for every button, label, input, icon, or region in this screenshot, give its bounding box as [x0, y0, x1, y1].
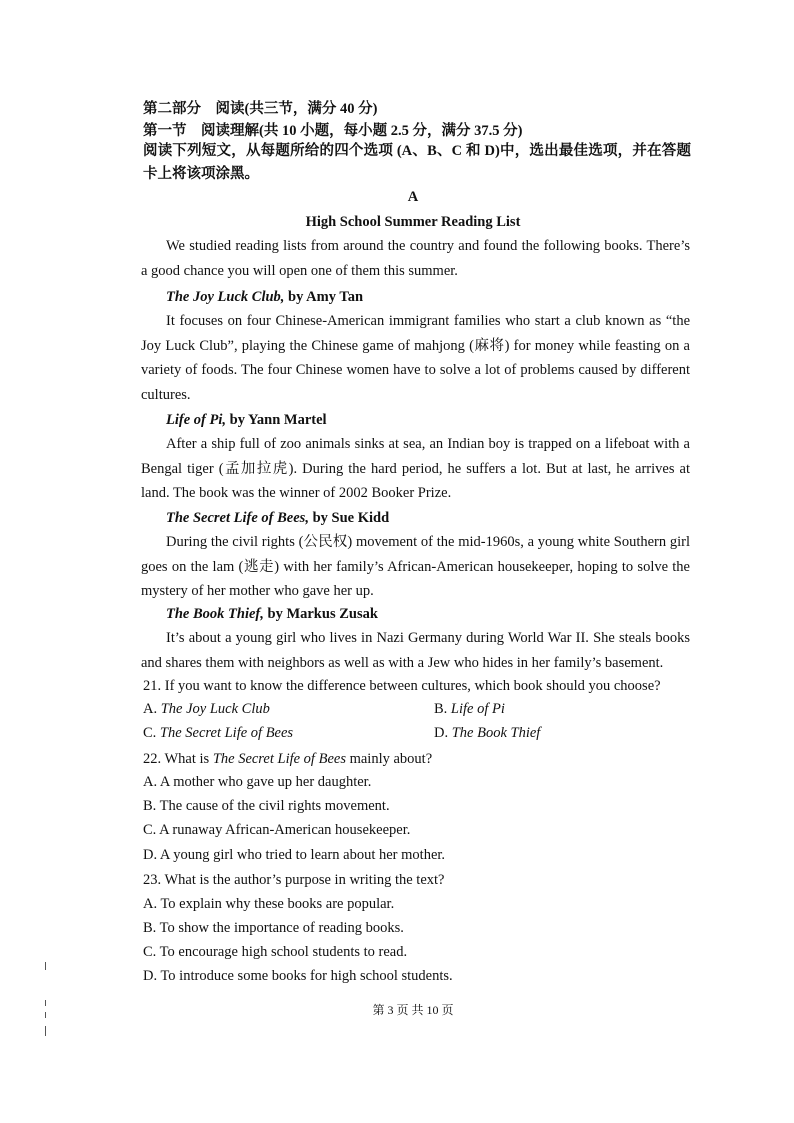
book-title: The Book Thief,: [166, 606, 264, 622]
instruction: 阅读下列短文，从每题所给的四个选项 (A、B、C 和 D)中，选出最佳选项，并在答题卡上将该项涂黑。: [143, 143, 691, 182]
question-23-option-d: D. To introduce some books for high school students.: [143, 968, 453, 984]
option-label: C.: [143, 725, 157, 741]
book-description: It’s about a young girl who lives in Nazi Germany during World War II. She steals books and shares them with neighbors as well as with a Jew who hides in her family’s basement.: [141, 630, 690, 671]
book-heading-life-of-pi: [166, 411, 327, 429]
section-heading: 第一节 阅读理解(共 10 小题，每小题 2.5 分，满分 37.5 分): [143, 123, 523, 139]
page-number: 第 3 页 共 10 页: [372, 1003, 454, 1017]
margin-mark: [45, 1012, 46, 1018]
option-text: The Book Thief: [451, 725, 541, 741]
book-author: by Markus Zusak: [267, 606, 378, 622]
margin-mark: [45, 962, 46, 970]
book-author: by Sue Kidd: [312, 510, 390, 526]
question-22-option-a: A. A mother who gave up her daughter.: [143, 774, 372, 790]
margin-mark: [45, 1026, 46, 1036]
book-title: Life of Pi,: [166, 412, 226, 428]
book-title: The Secret Life of Bees,: [166, 510, 309, 526]
book-description: It focuses on four Chinese-American immigrant families who start a club known as “the Joy Luck Club”, playing the Chinese game of mahjong (麻将) for money while feasting on a variety of foods. The four Chinese women have to solve a lot of problems caused by different cultures.: [141, 313, 690, 403]
question-21-option-d: [434, 724, 540, 742]
option-label: A.: [143, 701, 158, 717]
book-description: During the civil rights (公民权) movement of the mid-1960s, a young white Southern girl goes on the lam (逃走) with her family’s African-American housekeeper, hoping to solve the mystery of her mother who gave her up.: [141, 534, 690, 600]
passage-title: High School Summer Reading List: [305, 214, 521, 230]
stem-suffix: mainly about?: [345, 751, 433, 767]
stem-book-title: The Secret Life of Bees: [212, 751, 346, 767]
book-heading-secret-life-of-bees: [166, 509, 389, 527]
question-23-option-a: A. To explain why these books are popular.: [143, 896, 395, 912]
part-heading: 第二部分 阅读(共三节，满分 40 分): [143, 101, 378, 117]
question-21-option-a: [143, 700, 270, 718]
book-author: by Amy Tan: [288, 289, 364, 305]
question-22-option-c: C. A runaway African-American housekeeper.: [143, 822, 411, 838]
question-23-option-c: C. To encourage high school students to read.: [143, 944, 408, 960]
question-22-option-d: D. A young girl who tried to learn about her mother.: [143, 847, 446, 863]
book-heading-book-thief: [166, 605, 378, 623]
question-22-option-b: B. The cause of the civil rights movement.: [143, 798, 390, 814]
option-text: The Secret Life of Bees: [159, 725, 294, 741]
option-text: Life of Pi: [450, 701, 505, 717]
question-23-option-b: B. To show the importance of reading books.: [143, 920, 404, 936]
book-title: The Joy Luck Club,: [166, 289, 285, 305]
option-label: D.: [434, 725, 449, 741]
book-heading-joy-luck-club: [166, 288, 363, 306]
book-description: After a ship full of zoo animals sinks at sea, an Indian boy is trapped on a lifeboat with a Bengal tiger (孟加拉虎). During the hard period, he suffers a lot. But at last, he arrives at land. The book was the winner of 2002 Booker Prize.: [141, 436, 690, 502]
stem-prefix: 22. What is: [143, 751, 213, 767]
option-label: B.: [434, 701, 448, 717]
margin-mark: [45, 1000, 46, 1006]
option-text: The Joy Luck Club: [160, 701, 270, 717]
question-22-stem: [143, 750, 432, 768]
question-21-option-b: [434, 700, 505, 718]
intro-paragraph: We studied reading lists from around the country and found the following books. There’s a good chance you will open one of them this summer.: [141, 238, 690, 279]
question-23-stem: 23. What is the author’s purpose in writing the text?: [143, 872, 445, 888]
question-21-option-c: [143, 724, 293, 742]
question-21-stem: 21. If you want to know the difference between cultures, which book should you choose?: [143, 678, 661, 694]
passage-letter: A: [407, 189, 419, 205]
book-author: by Yann Martel: [229, 412, 327, 428]
